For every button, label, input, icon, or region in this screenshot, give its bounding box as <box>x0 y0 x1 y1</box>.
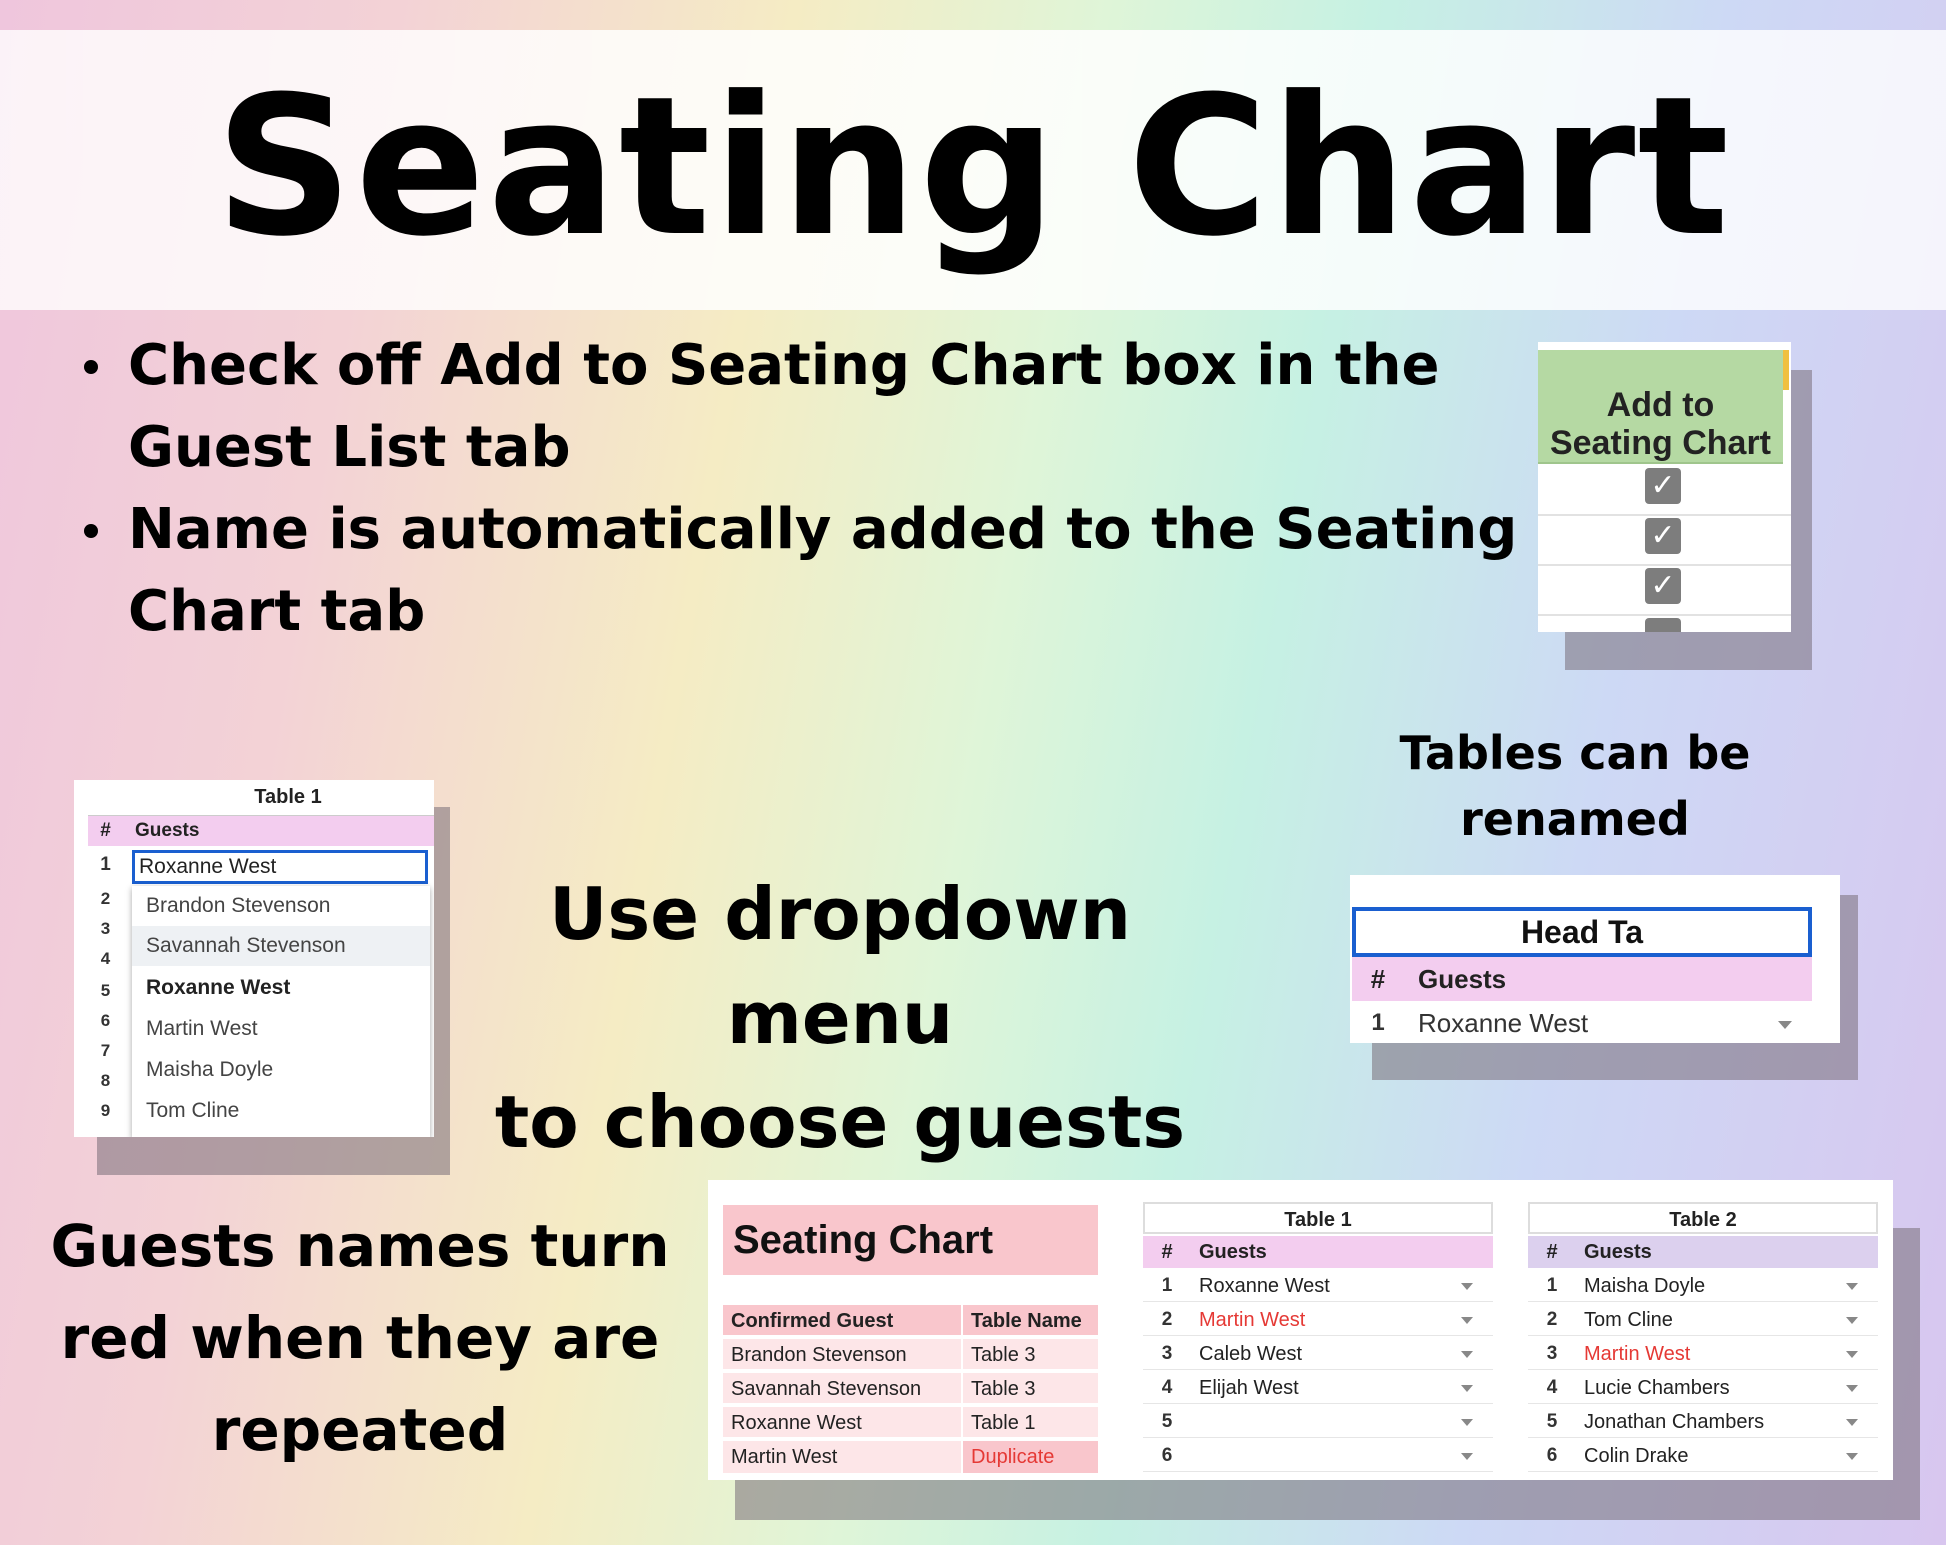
chevron-down-icon[interactable] <box>1846 1453 1858 1460</box>
checkbox-checked[interactable]: ✓ <box>1645 568 1681 604</box>
guest-cell[interactable] <box>1191 1406 1493 1438</box>
checkbox-checked[interactable]: ✓ <box>1645 518 1681 554</box>
dropdown-caption: Use dropdown menu to choose guests <box>494 872 1186 1164</box>
dropdown-option-selected[interactable]: Roxanne West <box>146 976 291 999</box>
chevron-down-icon[interactable] <box>1846 1419 1858 1426</box>
checkbox-partial[interactable] <box>1645 618 1681 632</box>
dropdown-option-hovered[interactable]: Savannah Stevenson <box>132 926 430 966</box>
table-name: Table 1 <box>963 1407 1098 1439</box>
confirmed-guest: Roxanne West <box>723 1407 961 1439</box>
guest-input[interactable]: Roxanne West <box>132 850 428 884</box>
guests-header: Guests <box>1191 1236 1493 1268</box>
row-number: 1 <box>1528 1270 1576 1302</box>
row-number: 4 <box>1143 1372 1191 1404</box>
row-number: 6 <box>1528 1440 1576 1472</box>
chevron-down-icon[interactable] <box>1778 1021 1792 1029</box>
confirmed-guest: Martin West <box>723 1441 961 1473</box>
row-number: 3 <box>1528 1338 1576 1370</box>
table-1-block: Table 1 # Guests 1 Roxanne West 2 Martin West 3 Caleb West 4 Elijah West 5 6 <box>1143 1202 1493 1480</box>
table-name: Table 3 <box>963 1373 1098 1405</box>
chevron-down-icon[interactable] <box>1846 1385 1858 1392</box>
chevron-down-icon[interactable] <box>1461 1453 1473 1460</box>
row-number: 3 <box>1143 1338 1191 1370</box>
guest-cell[interactable]: Maisha Doyle <box>1576 1270 1878 1302</box>
guest-cell[interactable]: Lucie Chambers <box>1576 1372 1878 1404</box>
row-number: 1 <box>1143 1270 1191 1302</box>
dropdown-option[interactable]: Tom Cline <box>146 1099 240 1122</box>
guests-header: Guests <box>123 816 434 846</box>
checkbox-checked[interactable]: ✓ <box>1645 468 1681 504</box>
row-number: 4 <box>1528 1372 1576 1404</box>
guest-cell[interactable]: Elijah West <box>1191 1372 1493 1404</box>
instruction-list <box>78 325 1518 653</box>
table-title[interactable]: Table 1 <box>88 786 434 816</box>
guest-cell-duplicate[interactable]: Martin West <box>1576 1338 1878 1370</box>
chevron-down-icon[interactable] <box>1846 1351 1858 1358</box>
dropdown-option[interactable]: Martin West <box>146 1017 258 1040</box>
table-name-duplicate: Duplicate <box>963 1441 1098 1473</box>
table-title[interactable]: Table 2 <box>1528 1202 1878 1234</box>
chevron-down-icon[interactable] <box>1461 1317 1473 1324</box>
red-caption: Guests names turn red when they are repeated <box>50 1212 670 1464</box>
rename-caption: Tables can be renamed <box>1399 726 1751 846</box>
page-title: Seating Chart <box>214 56 1732 279</box>
row-number: 5 <box>1528 1406 1576 1438</box>
sheet-title: Seating Chart <box>723 1205 1098 1275</box>
rename-panel: Head Ta # Guests 1 Roxanne West <box>1350 875 1840 1043</box>
guests-header: Guests <box>1576 1236 1878 1268</box>
cell-edge-marker <box>1783 350 1789 390</box>
dropdown-panel: Table 1 # Guests 1 Roxanne West 2 3 4 5 6 7 8 9 Brandon Stevenson Savannah Stevenson Roxanne West Martin West Maisha Doyle Tom Cline <box>74 780 434 1137</box>
dropdown-option[interactable]: Maisha Doyle <box>146 1058 274 1081</box>
seating-chart-sheet: Seating Chart Confirmed Guest Table Name Brandon Stevenson Table 3 Savannah Stevenson Table 3 Roxanne West Table 1 Martin West Duplicate Table 1 # Guests 1 Roxanne West 2 Martin West 3 Caleb West 4 Elijah West 5 6 Table 2 # Guests 1 Maisha Doyle 2 Tom Cline 3 Martin West 4 Lucie Chambers 5 Jonathan Chambers 6 Colin Drake <box>708 1180 1893 1480</box>
chevron-down-icon[interactable] <box>1461 1385 1473 1392</box>
row-number: 5 <box>1143 1406 1191 1438</box>
guest-cell[interactable]: Tom Cline <box>1576 1304 1878 1336</box>
guest-cell[interactable]: Jonathan Chambers <box>1576 1406 1878 1438</box>
confirmed-guest: Brandon Stevenson <box>723 1339 961 1371</box>
guest-cell[interactable]: Caleb West <box>1191 1338 1493 1370</box>
row-number: 2 <box>1528 1304 1576 1336</box>
guest-dropdown-cell[interactable]: Roxanne West <box>1418 1008 1589 1038</box>
checkbox-panel <box>1538 342 1791 632</box>
dropdown-menu <box>132 886 430 1137</box>
add-to-seating-header: Add to Seating Chart <box>1538 350 1783 464</box>
chevron-down-icon[interactable] <box>1461 1419 1473 1426</box>
guest-cell-duplicate[interactable]: Martin West <box>1191 1304 1493 1336</box>
chevron-down-icon[interactable] <box>1846 1317 1858 1324</box>
chevron-down-icon[interactable] <box>1461 1351 1473 1358</box>
chevron-down-icon[interactable] <box>1846 1283 1858 1290</box>
table-2-block: Table 2 # Guests 1 Maisha Doyle 2 Tom Cline 3 Martin West 4 Lucie Chambers 5 Jonathan Chambers 6 Colin Drake <box>1528 1202 1878 1480</box>
table-title[interactable]: Table 1 <box>1143 1202 1493 1234</box>
bullet-2: Name is automatically added to the Seating Chart tab <box>78 489 1518 653</box>
chevron-down-icon[interactable] <box>1461 1283 1473 1290</box>
row-number: 6 <box>1143 1440 1191 1472</box>
row-number: 2 <box>1143 1304 1191 1336</box>
guest-cell[interactable]: Roxanne West <box>1191 1270 1493 1302</box>
guest-cell[interactable]: Colin Drake <box>1576 1440 1878 1472</box>
table-name-input[interactable]: Head Ta <box>1352 907 1812 957</box>
bullet-1: Check off Add to Seating Chart box in the Guest List tab <box>78 325 1518 489</box>
guests-header: Guests <box>1404 957 1812 1001</box>
dropdown-option[interactable]: Brandon Stevenson <box>146 894 331 917</box>
confirmed-guest: Savannah Stevenson <box>723 1373 961 1405</box>
table-name: Table 3 <box>963 1339 1098 1371</box>
guest-cell[interactable] <box>1191 1440 1493 1472</box>
